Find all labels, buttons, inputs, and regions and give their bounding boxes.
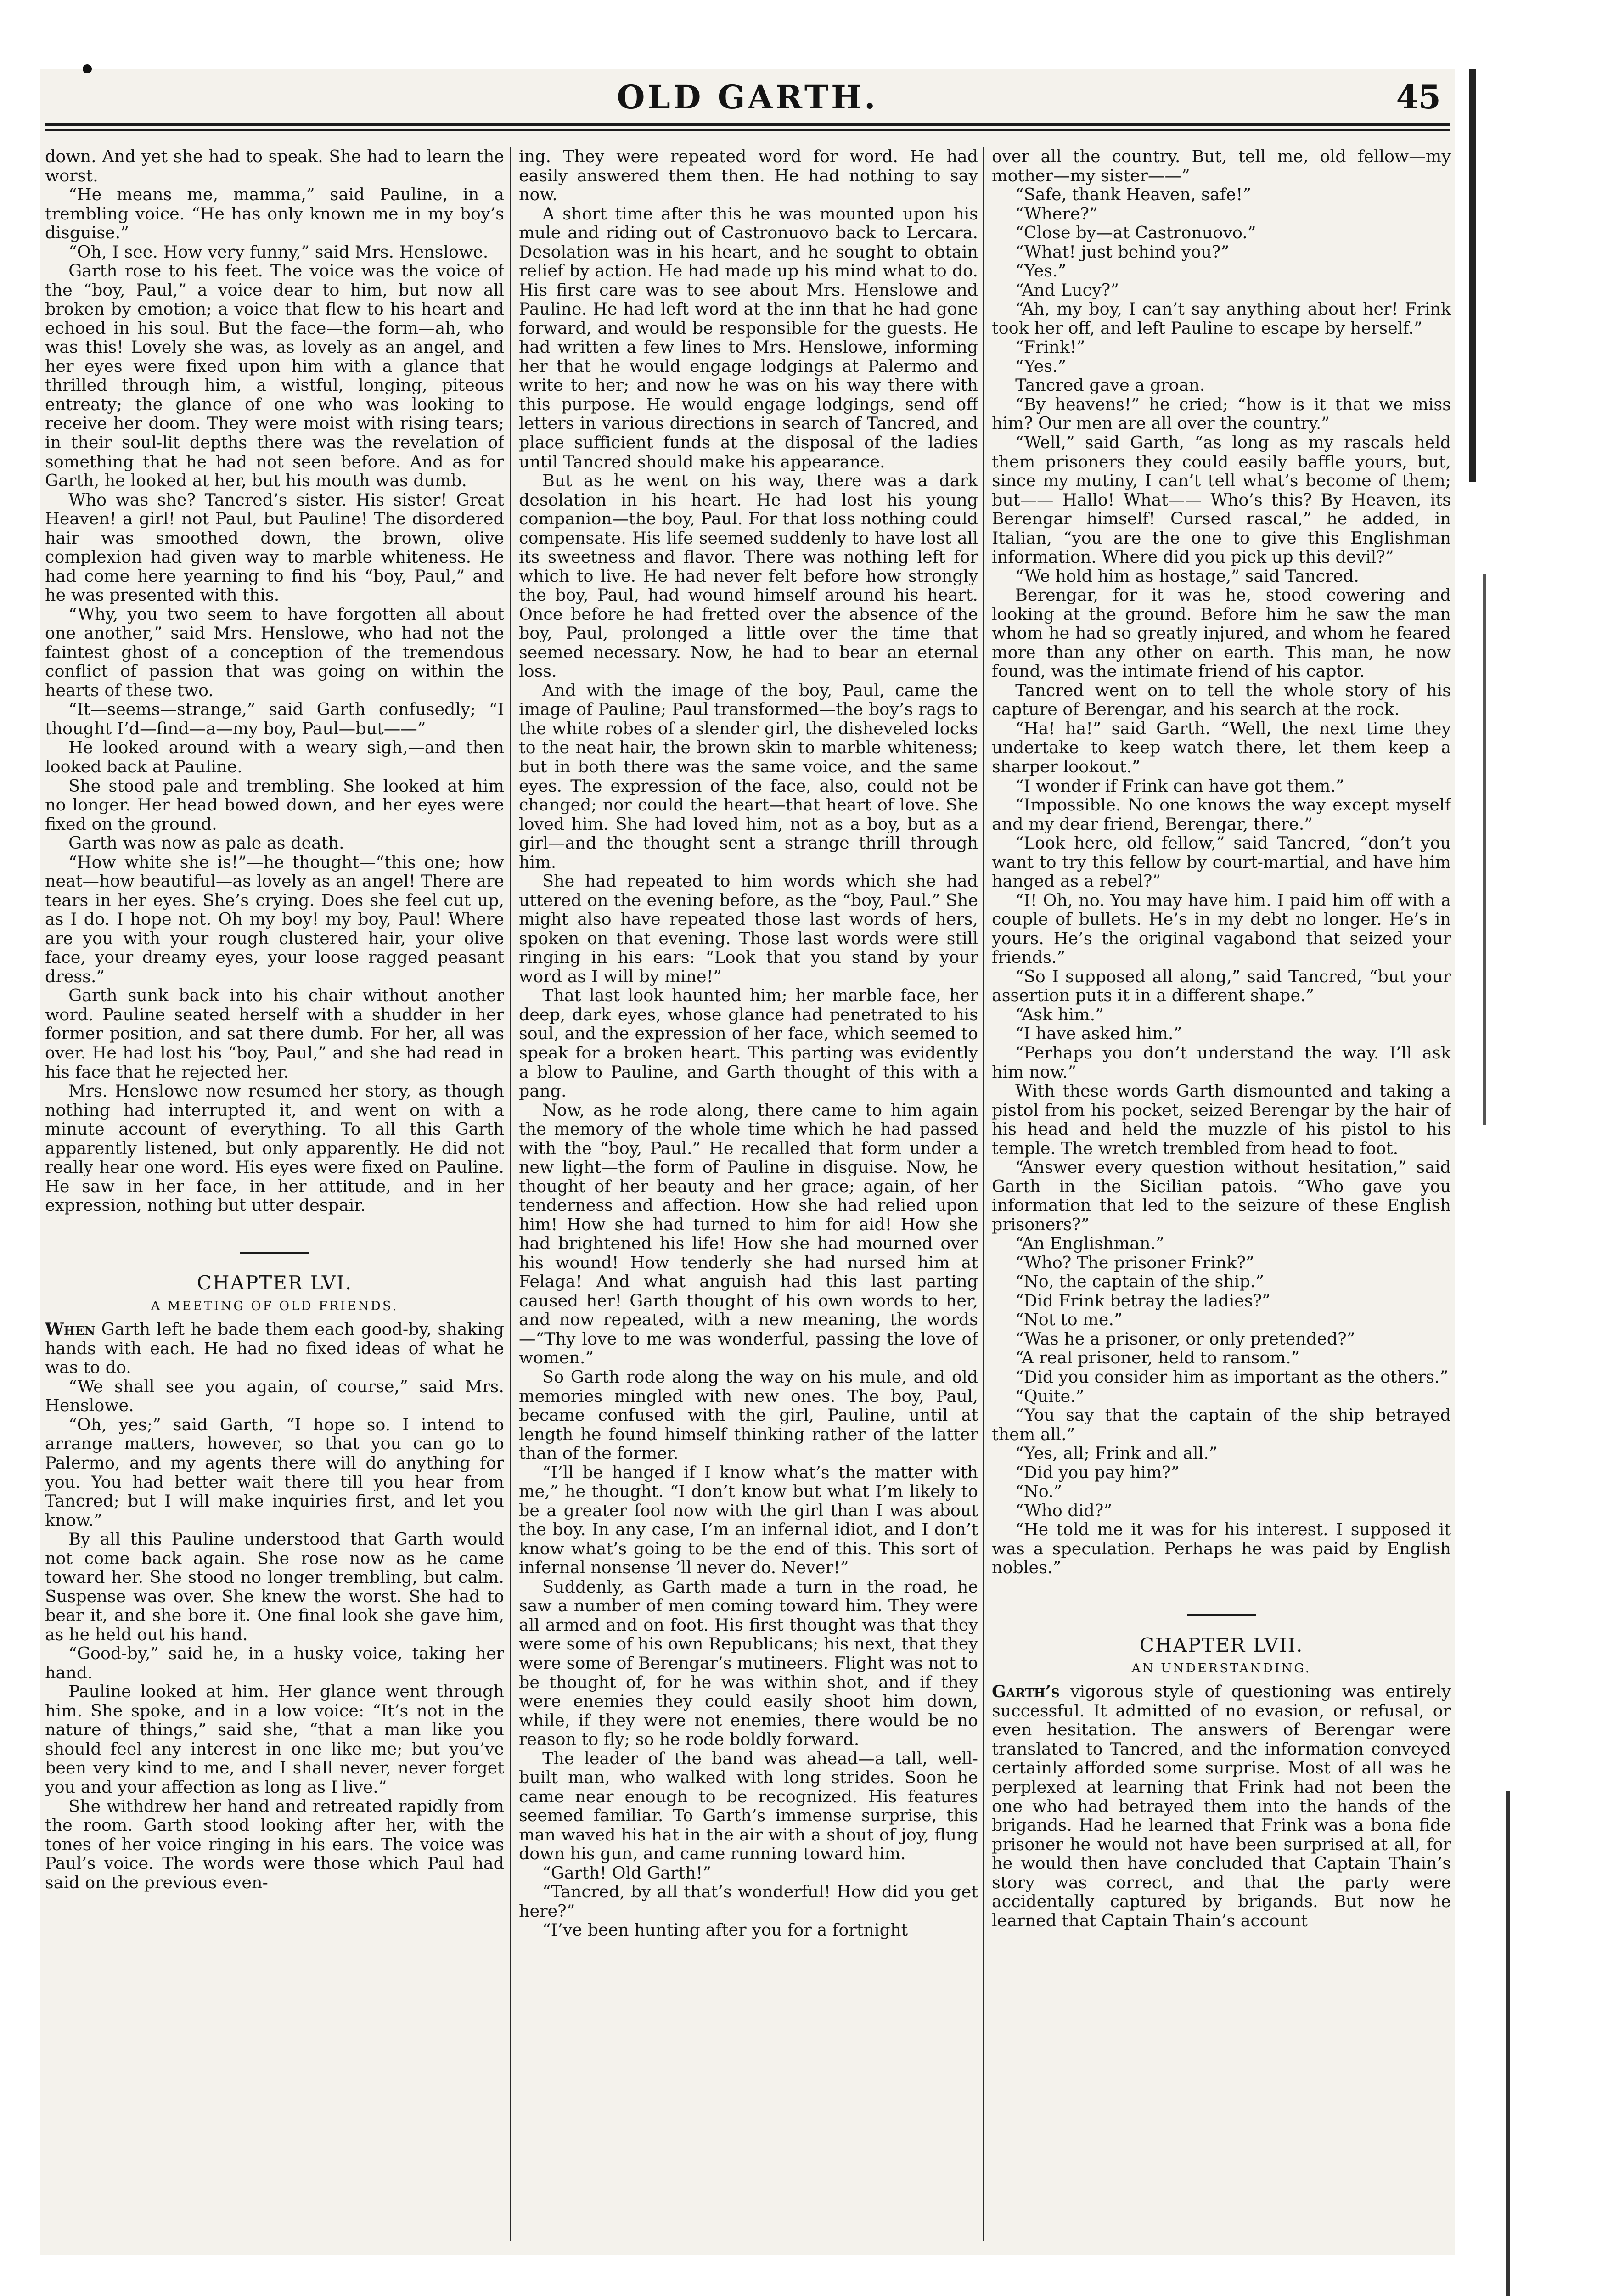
paragraph: “You say that the captain of the ship betrayed them all.”	[992, 1405, 1451, 1444]
paragraph: “Ah, my boy, I can’t say anything about her! Frink took her off, and left Pauline to escape by herself.”	[992, 299, 1451, 338]
paragraph: “Did Frink betray the ladies?”	[1015, 1290, 1270, 1311]
paragraph: Tancred gave a groan.	[1015, 375, 1205, 395]
paragraph: He looked around with a weary sigh,—and then looked back at Pauline.	[45, 737, 504, 777]
page-number: 45	[1396, 78, 1441, 116]
paragraph: Garth sunk back into his chair without another word. Pauline seated herself with a shudder in her former position, and sat there dumb. For her, all was over. He had lost his “boy, Paul,” and she had read in his face that he rejected her.	[45, 985, 504, 1082]
scan-edge-mark	[1483, 574, 1486, 1125]
paragraph: And with the image of the boy, Paul, came the image of Pauline; Paul transformed—the boy’s rags to the white robes of a slender girl, the disheveled locks to the neat hair, the brown skin to marble whiteness; but in both there was the same voice, and the same eyes. The expression of the face, also, could not be changed; nor could the heart—that heart of love. She loved him. She had loved him, not as a boy, but as a girl—and the thought sent a strange thrill through him.	[519, 680, 978, 872]
header-rule-top	[45, 123, 1450, 126]
ink-dot	[83, 64, 92, 73]
paragraph: “He told me it was for his interest. I supposed it was a speculation. Perhaps he was paid by English nobles.”	[992, 1519, 1451, 1578]
paragraph: “What! just behind you?”	[1015, 242, 1230, 262]
paragraph: “We hold him as hostage,” said Tancred.	[1015, 566, 1359, 586]
paragraph: “I’ve been hunting after you for a fortnight	[542, 1920, 908, 1940]
paragraph: “Yes.”	[1015, 356, 1067, 376]
paragraph: down. And yet she had to speak. She had to learn the worst.	[45, 147, 504, 186]
paragraph: “Was he a prisoner, or only pretended?”	[1015, 1328, 1355, 1349]
paragraph: Berengar, for it was he, stood cowering and looking at the ground. Before him he saw the man whom he had so greatly injured, and whom he feared more than any other on earth. This man, he now found, was the intimate friend of his captor.	[992, 585, 1451, 681]
chapter-subtitle: AN UNDERSTANDING.	[1131, 1661, 1311, 1676]
paragraph: “Not to me.”	[1015, 1310, 1123, 1330]
chapter-opening-paragraph	[992, 1682, 1451, 1930]
running-head	[45, 78, 1450, 119]
paragraph: By all this Pauline understood that Garth would not come back again. She rose now as he came toward her. She stood no longer trembling, but calm. Suspense was over. She knew the worst. She had to bear it, and she bore it. One final look she gave him, as he held out his hand.	[45, 1529, 504, 1644]
chapter-rule	[240, 1252, 309, 1254]
paragraph: She withdrew her hand and retreated rapidly from the room. Garth stood looking after her, with the tones of her voice ringing in his ears. The voice was Paul’s voice. The words were those which Paul had said on the previous even-	[45, 1796, 504, 1892]
paragraph: “Did you pay him?”	[1015, 1462, 1180, 1482]
paragraph: “Ask him.”	[1015, 1004, 1104, 1024]
paragraph: over all the country. But, tell me, old fellow—my mother—my sister——”	[992, 147, 1451, 186]
paragraph: “Perhaps you don’t understand the way. I’ll ask him now.”	[992, 1042, 1451, 1082]
paragraph: “Close by—at Castronuovo.”	[1015, 223, 1256, 243]
paragraph: She stood pale and trembling. She looked at him no longer. Her head bowed down, and her eyes were fixed on the ground.	[45, 776, 504, 834]
chapter-opening-text: Garth left he bade them each good-by, shaking hands with each. He had no fixed ideas of what he was to do.	[45, 1319, 504, 1378]
paragraph: Pauline looked at him. Her glance went through him. She spoke, and in a low voice: “It’s not in the nature of things,” said she, “that a man like you should feel any interest in one like me; but you’ve been very kind to me, and I shall never, never forget you and your affection as long as I live.”	[45, 1682, 504, 1797]
paragraph: “No, the captain of the ship.”	[1015, 1272, 1265, 1292]
paragraph: “How white she is!”—he thought—“this one; how neat—how beautiful—as lovely as an angel! There are tears in her eyes. She’s crying. Does she feel cut up, as I do. I hope not. Oh my boy! my boy, Paul! Where are you with your rough clustered hair, your olive face, your dreamy eyes, your loose ragged peasant dress.”	[45, 852, 504, 986]
column-rule	[983, 147, 984, 2241]
paragraph: “Impossible. No one knows the way except myself and my dear friend, Berengar, there.”	[992, 795, 1451, 834]
paragraph: Garth rose to his feet. The voice was the voice of the “boy, Paul,” a voice dear to him, but now all broken by emotion; a voice that flew to his heart and echoed in his soul. But the face—the form—ah, who was this! Lovely she was, as lovely as an angel, and her eyes were fixed upon him with a glance that thrilled through him, a wistful, longing, piteous entreaty; the glance of one who was looking to receive her doom. They were moist with rising tears; in their soul-lit depths there was the revelation of something that he had not seen before. And as for Garth, he looked at her, but his mouth was dumb.	[45, 261, 504, 491]
paragraph: “Where?”	[1015, 203, 1098, 224]
paragraph: “Yes.”	[1015, 261, 1067, 281]
column-rule	[510, 147, 511, 2241]
paragraph: “Did you consider him as important as the others.”	[1015, 1367, 1449, 1387]
paragraph: “Frink!”	[1015, 337, 1085, 357]
paragraph: “I! Oh, no. You may have him. I paid him off with a couple of bullets. He’s in my debt no longer. He’s in yours. He’s the original vagabond that seized your friends.”	[992, 890, 1451, 968]
paragraph: “Look here, old fellow,” said Tancred, “don’t you want to try this fellow by court-martial, and have him hanged as a rebel?”	[992, 833, 1451, 891]
header-rule-bottom	[45, 129, 1450, 131]
paragraph: Suddenly, as Garth made a turn in the road, he saw a number of men coming toward him. They were all armed and on foot. His first thought was that they were some of his own Republicans; his next, that they were some of Berengar’s mutineers. Flight was not to be thought of, for he was within shot, and if they were enemies they could easily shoot him down, while, if they were not enemies, there would be no reason to fly; so he rode boldly forward.	[519, 1576, 978, 1750]
paragraph: With these words Garth dismounted and taking a pistol from his pocket, seized Berengar by the hair of his head and held the muzzle of his pistol to his temple. The wretch trembled from head to foot.	[992, 1081, 1451, 1158]
scan-edge-mark	[1469, 69, 1476, 482]
column-1	[45, 147, 504, 2245]
paragraph: But as he went on his way, there was a dark desolation in his heart. He had lost his young companion—the boy, Paul. For that loss nothing could compensate. His life seemed suddenly to have lost all its sweetness and flavor. There was nothing left for which to live. He had never felt before how strongly the boy, Paul, had wound himself around his heart. Once before he had fretted over the absence of the boy, Paul, prolonged a little over the time that seemed necessary. Now, he had to bear an eternal loss.	[519, 471, 978, 681]
paragraph: “Good-by,” said he, in a husky voice, taking her hand.	[45, 1643, 504, 1683]
paragraph: A short time after this he was mounted upon his mule and riding out of Castronuovo back to Lercara. Desolation was in his heart, and he sought to obtain relief by action. He had made up his mind what to do. His first care was to see about Mrs. Henslowe and Pauline. He had left word at the inn that he had gone forward, and would be responsible for the guests. He had written a few lines to Mrs. Henslowe, informing her that he would engage lodgings at Palermo and write to her; and now he was on his way there with this purpose. He would engage lodgings, send off letters in various directions in search of Tancred, and place sufficient funds at the disposal of the ladies until Tancred should make his appearance.	[519, 203, 978, 472]
paragraph: So Garth rode along the way on his mule, and old memories mingled with new ones. The boy, Paul, became confused with the girl, Pauline, until at length he found himself thinking rather of the latter than of the former.	[519, 1367, 978, 1463]
paragraph: “Who did?”	[1015, 1500, 1113, 1520]
paragraph: “Yes, all; Frink and all.”	[1015, 1443, 1218, 1463]
paragraph: ing. They were repeated word for word. He had easily answered them then. He had nothing to say now.	[519, 147, 978, 205]
paragraph: “Tancred, by all that’s wonderful! How did you get here?”	[519, 1882, 978, 1921]
paragraph: “Oh, yes;” said Garth, “I hope so. I intend to arrange matters, however, so that you can go to Palermo, and my agents there will do anything for you. You had better wait there till you hear from Tancred; but I will make inquiries first, and let you know.”	[45, 1414, 504, 1530]
paragraph: “No.”	[1015, 1481, 1062, 1502]
paragraph: “Why, you two seem to have forgotten all about one another,” said Mrs. Henslowe, who had not the faintest ghost of a conception of the tremendous conflict of passion that was going on within the hearts of these two.	[45, 604, 504, 700]
paragraph: Who was she? Tancred’s sister. His sister! Great Heaven! a girl! not Paul, but Pauline! The disordered hair was smoothed down, the brown, olive complexion had given way to marble whiteness. He had come here yearning to find his “boy, Paul,” and he was presented with this.	[45, 490, 504, 605]
paragraph: The leader of the band was ahead—a tall, well-built man, who walked with long strides. Soon he came near enough to be recognized. His features seemed familiar. To Garth’s immense surprise, this man waved his hat in the air with a shout of joy, flung down his gun, and came running toward him.	[519, 1748, 978, 1864]
paragraph: Mrs. Henslowe now resumed her story, as though nothing had interrupted it, and went on with a minute account of everything. To all this Garth apparently listened, but only apparently. He did not really hear one word. His eyes were fixed on Pauline. He saw in her face, in her attitude, and in her expression, nothing but utter despair.	[45, 1081, 504, 1216]
chapter-opening-paragraph	[45, 1320, 504, 1377]
paragraph: “Ha! ha!” said Garth. “Well, the next time they undertake to keep watch there, let them keep a sharper lookout.”	[992, 718, 1451, 777]
chapter-rule	[1187, 1614, 1256, 1616]
paragraph: “An Englishman.”	[1015, 1233, 1164, 1254]
paragraph: “He means me, mamma,” said Pauline, in a trembling voice. “He has only known me in my boy’s disguise.”	[45, 185, 504, 243]
paragraph: “Quite.”	[1015, 1386, 1085, 1406]
paragraph: “And Lucy?”	[1015, 280, 1119, 300]
column-3	[992, 147, 1451, 2245]
chapter-first-word: When	[45, 1319, 96, 1339]
chapter-title: CHAPTER LVII.	[1139, 1633, 1304, 1656]
paragraph: “So I supposed all along,” said Tancred, “but your assertion puts it in a different shape.”	[992, 966, 1451, 1006]
paragraph: “Well,” said Garth, “as long as my rascals held them prisoners they could easily baffle yours, but, since my mutiny, I can’t tell what’s become of them; but—— Hallo! What—— Who’s this? By Heaven, its Berengar himself! Cursed rascal,” he added, in Italian, “you are the one to give this Englishman information. Where did you pick up this devil?”	[992, 432, 1451, 567]
paragraph: “I have asked him.”	[1015, 1024, 1182, 1044]
paragraph: “By heavens!” he cried; “how is it that we miss him? Our men are all over the country.”	[992, 394, 1451, 433]
paragraph: “A real prisoner, held to ransom.”	[1015, 1348, 1300, 1368]
paragraph: That last look haunted him; her marble face, her deep, dark eyes, whose glance had penetrated to his soul, and the expression of her face, which seemed to speak for a broken heart. This parting was evidently a blow to Pauline, and Garth thought of this with a pang.	[519, 985, 978, 1101]
paragraph: “Safe, thank Heaven, safe!”	[1015, 185, 1252, 205]
paragraph: “Oh, I see. How very funny,” said Mrs. Henslowe.	[68, 242, 489, 262]
paragraph: She had repeated to him words which she had uttered on the evening before, as the “boy, Paul.” She might also have repeated those last words of hers, spoken on that evening. Those last words were still ringing in his ears: “Look that you stand by your word as I will by mine!”	[519, 871, 978, 986]
scan-edge-mark	[1506, 1791, 1510, 2296]
paragraph: Now, as he rode along, there came to him again the memory of the whole time which he had passed with the “boy, Paul.” He recalled that form under a new light—the form of Pauline in disguise. Now, he thought of her beauty and her grace; again, of her tenderness and affection. How she had relied upon him! How she had turned to him for aid! How she had brightened his life! How she had mourned over his wound! How tenderly she had nursed him at Felaga! And what anguish had this last parting caused her! Garth thought of his own words to her, and now repeated, with a new meaning, the words—“Thy love to me was wonderful, passing the love of women.”	[519, 1100, 978, 1368]
newspaper-page	[40, 69, 1455, 2255]
paragraph: “Who? The prisoner Frink?”	[1015, 1252, 1254, 1272]
paragraph: “I’ll be hanged if I know what’s the matter with me,” he thought. “I don’t know but what I’m likely to be a greater fool now with the girl than I was about the boy. In any case, I’m an infernal idiot, and I don’t know what’s going to be the end of this. This sort of infernal nonsense ’ll never do. Never!”	[519, 1462, 978, 1578]
running-title: OLD GARTH.	[617, 78, 878, 116]
paragraph: “Garth! Old Garth!”	[542, 1863, 711, 1883]
paragraph: “Answer every question without hesitation,” said Garth in the Sicilian patois. “Who gave you information that led to the seizure of these English prisoners?”	[992, 1157, 1451, 1234]
paragraph: Tancred went on to tell the whole story of his capture of Berengar, and his search at the rock.	[992, 680, 1451, 720]
chapter-subtitle: A MEETING OF OLD FRIENDS.	[151, 1299, 399, 1313]
paragraph: “It—seems—strange,” said Garth confusedly; “I thought I’d—find—a—my boy, Paul—but——”	[45, 699, 504, 738]
paragraph: “We shall see you again, of course,” said Mrs. Henslowe.	[45, 1376, 504, 1416]
chapter-opening-text: vigorous style of questioning was entirely successful. It admitted of no evasion, or refusal, or even hesitation. The answers of Berengar were translated to Tancred, and the information conveyed certainly afforded some surprise. Most of all was he perplexed at learning that Frink had not been the one who had betrayed them into the hands of the brigands. Had he learned that Frink was a bona fide prisoner he would not have been surprised at all, for he would then have concluded that Captain Thain’s story was correct, and that the party were accidentally captured by brigands. But now he learned that Captain Thain’s account	[992, 1682, 1451, 1930]
paragraph: “I wonder if Frink can have got them.”	[1015, 776, 1344, 796]
paragraph: Garth was now as pale as death.	[68, 833, 344, 853]
chapter-first-word: Garth’s	[992, 1682, 1060, 1702]
chapter-title: CHAPTER LVI.	[197, 1271, 353, 1294]
column-2	[519, 147, 978, 2245]
